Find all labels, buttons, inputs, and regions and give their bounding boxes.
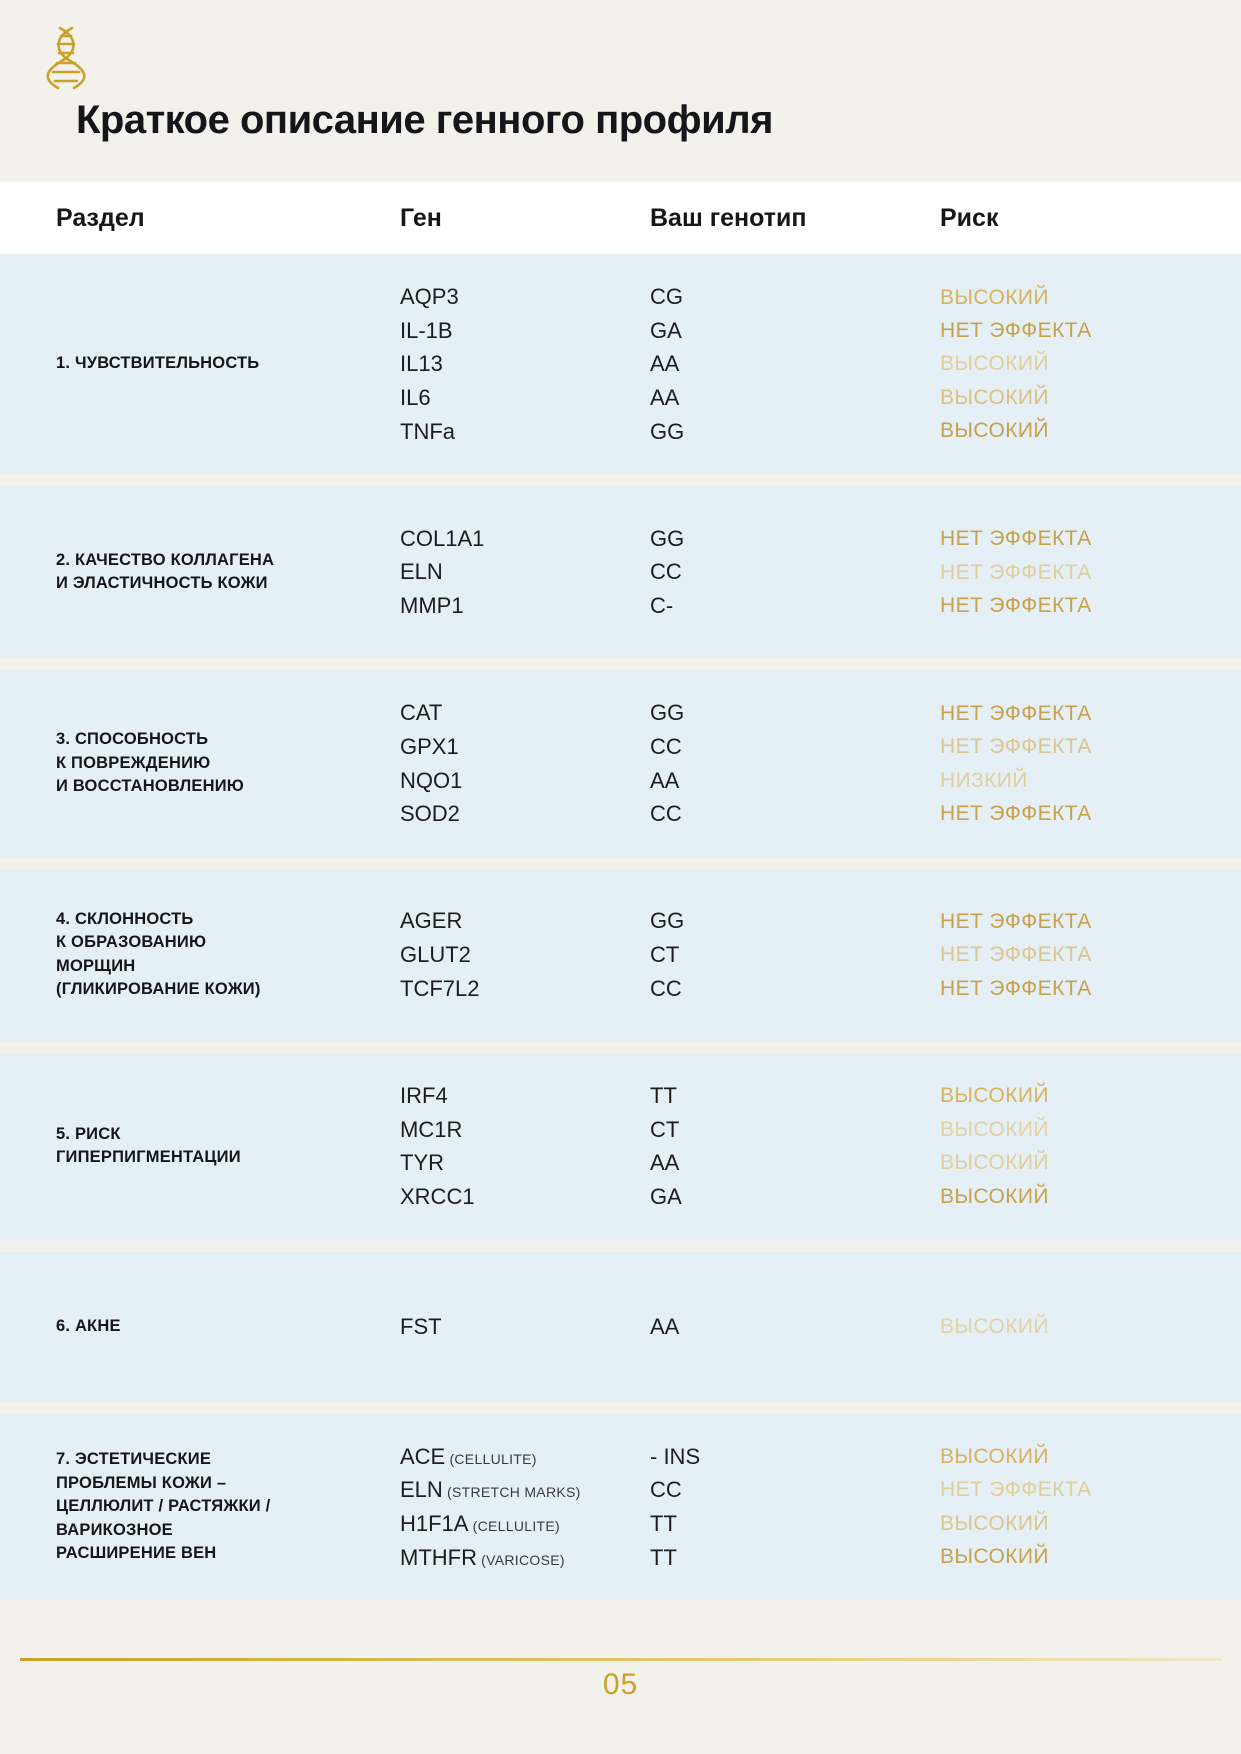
table-row (0, 1252, 1241, 1402)
table-row (0, 254, 1241, 474)
section-line: И ЭЛАСТИЧНОСТЬ КОЖИ (56, 574, 268, 593)
gene-symbol: CAT (400, 700, 443, 726)
genotype-value: TT (650, 1544, 677, 1570)
table-row (0, 1053, 1241, 1240)
gene-name (400, 1440, 650, 1474)
genotype-value: CC (650, 801, 682, 827)
section-line: К ПОВРЕЖДЕНИЮ (56, 753, 211, 772)
section-line: ВАРИКОЗНОЕ (56, 1520, 173, 1539)
header-gene: Ген (400, 203, 442, 232)
row-genotype-list (650, 486, 940, 658)
gene-symbol: ELN (400, 1477, 443, 1503)
section-line: ЦЕЛЛЮЛИТ / РАСТЯЖКИ / (56, 1497, 271, 1516)
gene-symbol: ELN (400, 559, 443, 585)
risk-badge: НЕТ ЭФФЕКТА (940, 801, 1092, 825)
table-row (0, 486, 1241, 658)
gene-symbol: TNFa (400, 418, 455, 444)
table-row (0, 869, 1241, 1041)
gene-symbol: XRCC1 (400, 1183, 475, 1209)
genotype-value: GG (650, 525, 685, 551)
gene-name (400, 1079, 650, 1113)
gene-symbol: MC1R (400, 1116, 463, 1142)
section-line: (ГЛИКИРОВАНИЕ КОЖИ) (56, 980, 261, 999)
row-risk-list (940, 869, 1241, 1041)
section-line: 7. ЭСТЕТИЧЕСКИЕ (56, 1450, 212, 1469)
row-gene-list (400, 1252, 650, 1402)
gene-profile-table (0, 182, 1241, 1612)
row-risk-list (940, 670, 1241, 857)
row-risk-list (940, 486, 1241, 658)
genotype-value: GG (650, 700, 685, 726)
row-gene-list (400, 869, 650, 1041)
risk-badge: ВЫСОКИЙ (940, 285, 1049, 309)
section-line: 6. АКНЕ (56, 1316, 121, 1335)
genotype-value: GA (650, 1183, 682, 1209)
genotype-value: CT (650, 1116, 680, 1142)
gene-name (400, 1113, 650, 1147)
row-genotype-list (650, 1252, 940, 1402)
gene-name (400, 1541, 650, 1575)
gene-note: (STRETCH MARKS) (442, 1484, 581, 1501)
gene-name (400, 696, 650, 730)
genotype-value: CT (650, 942, 680, 968)
gene-symbol: NQO1 (400, 767, 463, 793)
risk-badge: НЕТ ЭФФЕКТА (940, 319, 1092, 343)
genotype-value: CC (650, 733, 682, 759)
risk-badge: ВЫСОКИЙ (940, 1445, 1049, 1469)
risk-badge: ВЫСОКИЙ (940, 1117, 1049, 1141)
genotype-value: TT (650, 1510, 677, 1536)
table-row (0, 670, 1241, 857)
risk-badge: ВЫСОКИЙ (940, 1314, 1049, 1338)
risk-badge: НЕТ ЭФФЕКТА (940, 593, 1092, 617)
gene-name (400, 589, 650, 623)
row-gene-list (400, 670, 650, 857)
genotype-value: AA (650, 384, 680, 410)
genotype-value: CC (650, 1477, 682, 1503)
section-line: К ОБРАЗОВАНИЮ (56, 933, 207, 952)
gene-name (400, 797, 650, 831)
risk-badge: НЕТ ЭФФЕКТА (940, 527, 1092, 551)
row-section-label (0, 869, 400, 1041)
page-title: Краткое описание генного профиля (76, 98, 773, 142)
gene-symbol: GPX1 (400, 733, 459, 759)
genotype-value: AA (650, 1150, 680, 1176)
gene-name (400, 314, 650, 348)
section-line: 3. СПОСОБНОСТЬ (56, 730, 209, 749)
row-genotype-list (650, 1414, 940, 1601)
row-section-label (0, 486, 400, 658)
gene-symbol: H1F1A (400, 1510, 469, 1536)
gene-name (400, 1507, 650, 1541)
risk-badge: ВЫСОКИЙ (940, 385, 1049, 409)
gene-symbol: IL-1B (400, 317, 453, 343)
risk-badge: ВЫСОКИЙ (940, 1151, 1049, 1175)
row-genotype-list (650, 254, 940, 474)
section-line: 5. РИСК (56, 1124, 121, 1143)
row-section-label (0, 670, 400, 857)
risk-badge: ВЫСОКИЙ (940, 1184, 1049, 1208)
risk-badge: ВЫСОКИЙ (940, 1084, 1049, 1108)
row-risk-list (940, 1252, 1241, 1402)
gene-name (400, 522, 650, 556)
gene-name (400, 555, 650, 589)
row-risk-list (940, 1414, 1241, 1601)
row-gene-list (400, 254, 650, 474)
genotype-value: CC (650, 559, 682, 585)
gene-symbol: SOD2 (400, 801, 460, 827)
row-genotype-list (650, 1053, 940, 1240)
section-line: 2. КАЧЕСТВО КОЛЛАГЕНА (56, 550, 275, 569)
row-gene-list (400, 486, 650, 658)
section-line: РАСШИРЕНИЕ ВЕН (56, 1543, 217, 1562)
gene-name (400, 381, 650, 415)
gene-symbol: AQP3 (400, 284, 459, 309)
gene-name (400, 730, 650, 764)
risk-badge: НЕТ ЭФФЕКТА (940, 735, 1092, 759)
footer-divider (20, 1658, 1221, 1661)
gene-symbol: ACE (400, 1443, 446, 1469)
gene-symbol: AGER (400, 908, 463, 934)
header-genotype: Ваш генотип (650, 203, 807, 232)
row-risk-list (940, 254, 1241, 474)
gene-name (400, 1180, 650, 1214)
header-risk: Риск (940, 203, 999, 232)
table-header-row (0, 182, 1241, 254)
section-line: 1. ЧУВСТВИТЕЛЬНОСТЬ (56, 354, 260, 373)
genotype-value: C- (650, 593, 674, 619)
gene-note: (VARICOSE) (476, 1551, 565, 1568)
table-body (0, 254, 1241, 1600)
table-row (0, 1414, 1241, 1601)
section-line: ГИПЕРПИГМЕНТАЦИИ (56, 1148, 241, 1167)
section-line: ПРОБЛЕМЫ КОЖИ – (56, 1473, 227, 1492)
row-gene-list (400, 1414, 650, 1601)
genotype-value: CC (650, 975, 682, 1001)
genotype-value: TT (650, 1082, 677, 1108)
row-gene-list (400, 1053, 650, 1240)
gene-name (400, 1310, 650, 1344)
row-section-label (0, 1252, 400, 1402)
gene-name (400, 972, 650, 1006)
row-risk-list (940, 1053, 1241, 1240)
gene-symbol: IL13 (400, 351, 443, 377)
gene-name (400, 280, 650, 314)
risk-badge: ВЫСОКИЙ (940, 352, 1049, 376)
genotype-value: GG (650, 418, 685, 444)
row-section-label (0, 1414, 400, 1601)
gene-symbol: COL1A1 (400, 525, 485, 551)
gene-symbol: IL6 (400, 384, 431, 410)
gene-name (400, 764, 650, 798)
gene-symbol: MMP1 (400, 593, 464, 619)
genotype-value: AA (650, 1313, 680, 1339)
gene-symbol: FST (400, 1313, 442, 1339)
genotype-value: GG (650, 908, 685, 934)
row-section-label (0, 1053, 400, 1240)
risk-badge: ВЫСОКИЙ (940, 1545, 1049, 1569)
risk-badge: НЕТ ЭФФЕКТА (940, 560, 1092, 584)
genotype-value: GA (650, 317, 682, 343)
genotype-value: AA (650, 767, 680, 793)
dna-helix-logo (38, 22, 102, 92)
risk-badge: ВЫСОКИЙ (940, 419, 1049, 443)
gene-symbol: GLUT2 (400, 942, 471, 968)
gene-name (400, 415, 650, 449)
section-line: 4. СКЛОННОСТЬ (56, 910, 194, 929)
gene-symbol: TCF7L2 (400, 975, 480, 1001)
gene-name (400, 347, 650, 381)
gene-name (400, 1473, 650, 1507)
gene-note: (CELLULITE) (468, 1517, 560, 1534)
gene-symbol: MTHFR (400, 1544, 477, 1570)
section-line: МОРЩИН (56, 956, 136, 975)
gene-name (400, 1146, 650, 1180)
gene-note: (CELLULITE) (445, 1450, 537, 1467)
genotype-value: AA (650, 351, 680, 377)
risk-badge: НЕТ ЭФФЕКТА (940, 943, 1092, 967)
row-genotype-list (650, 670, 940, 857)
risk-badge: НЕТ ЭФФЕКТА (940, 1478, 1092, 1502)
gene-symbol: IRF4 (400, 1082, 448, 1108)
row-section-label (0, 254, 400, 474)
genotype-value: - INS (650, 1443, 701, 1469)
risk-badge: НЕТ ЭФФЕКТА (940, 701, 1092, 725)
risk-badge: НИЗКИЙ (940, 768, 1028, 792)
gene-symbol: TYR (400, 1150, 444, 1176)
risk-badge: ВЫСОКИЙ (940, 1511, 1049, 1535)
genotype-value: CG (650, 284, 683, 309)
section-line: И ВОССТАНОВЛЕНИЮ (56, 777, 244, 796)
risk-badge: НЕТ ЭФФЕКТА (940, 976, 1092, 1000)
page-number: 05 (602, 1668, 639, 1701)
gene-name (400, 938, 650, 972)
risk-badge: НЕТ ЭФФЕКТА (940, 909, 1092, 933)
row-genotype-list (650, 869, 940, 1041)
header-section: Раздел (56, 203, 145, 232)
gene-name (400, 904, 650, 938)
